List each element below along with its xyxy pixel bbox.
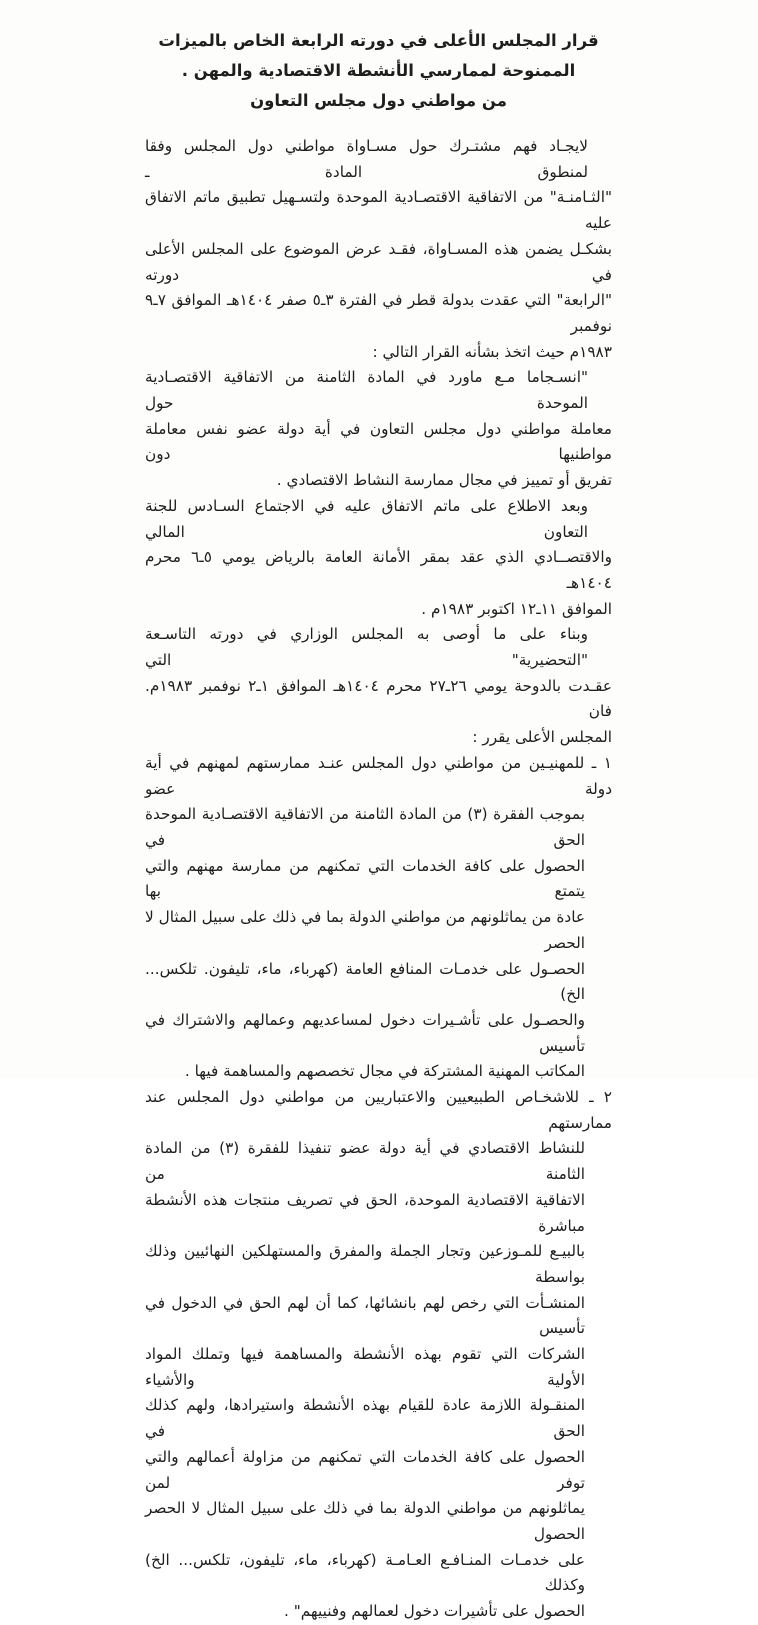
text-line: معاملة مواطني دول مجلس التعاون في أية دولة عضو نفس معاملة مواطنيها دون [145,419,612,464]
title-line-3: من مواطني دول مجلس التعاون [250,91,507,110]
text-line: الشركات التي تقوم بهذه الأنشطة والمساهمة فيها وتملك المواد الأولية والأشياء [145,1345,585,1389]
text-line: وبناء على ما أوصى به المجلس الوزاري في دورته التاسـعة "التحضيرية" التي [145,625,588,670]
text-line: يماثلونهم من مواطني الدولة بما في ذلك على سبيل المثال لا الحصر الحصول [145,1499,585,1543]
text-line: المكاتب المهنية المشتركة في مجال تخصصهم والمساهمة فيها . [184,1062,585,1081]
text-line: ١٩٨٣م حيث اتخذ بشأنه القرار التالي : [372,342,612,361]
document-body [145,134,612,1625]
text-line: تفريق أو تمييز في مجال ممارسة النشاط الاقتصادي . [276,471,612,490]
text-line: على خدمـات المنـافـع العـامـة (كهرباء، ماء، تليفون، تلكس... الخ) وكذلك [145,1550,585,1595]
text-line: الحصول على كافة الخدمات التي تمكنهم من ممارسة مهنهم والتي يتمتع بها [145,856,585,901]
paragraph [145,134,612,365]
text-line: وبعد الاطلاع على ماتم الاتفاق عليه في الاجتماع السـادس للجنة التعاون المالي [145,496,588,541]
text-line: الاتفاقية الاقتصادية الموحدة، الحق في تصريف منتجات هذه الأنشطة مباشرة [145,1190,585,1235]
text-line: عقـدت بالدوحة يومي ٢٦ـ٢٧ محرم ١٤٠٤هـ الموافق ١ـ٢ نوفمبر ١٩٨٣م. فان [145,676,612,721]
text-line: المجلس الأعلى يقرر : [472,728,612,747]
text-line: "الرابعة" التي عقدت بدولة قطر في الفترة ٣ـ٥ صفر ١٤٠٤هـ الموافق ٧ـ٩ نوفمبر [145,291,612,335]
text-line: لايجـاد فهم مشتـرك حول مسـاواة مواطني دول المجلس وفقا لمنطوق المادة ـ [145,137,588,181]
paragraph [145,365,612,494]
text-line: "انسـجاما مـع ماورد في المادة الثامنة من الاتفاقية الاقتصـادية الموحدة حول [145,368,588,413]
text-line: ٢ ـ للاشخـاص الطبيعيين والاعتباريين من مواطني دول المجلس عند ممارستهم [145,1088,612,1132]
text-line: الحصول على تأشيرات دخول لعمالهم وفنييهم" . [283,1602,585,1621]
title-line-1: قرار المجلس الأعلى في دورته الرابعة الخاص بالميزات [158,31,599,50]
text-line: والاقتصــادي الذي عقد بمقر الأمانة العامة بالرياض يومي ٥ـ٦ محرم ١٤٠٤هـ [145,548,612,592]
text-line: والحصـول على تأشـيرات دخول لمساعديهم وعمالهم والاشتراك في تأسيس [145,1010,585,1055]
text-line: "الثـامنـة" من الاتفاقية الاقتصـادية الموحدة ولتسـهيل تطبيق ماتم الاتفاق عليه [145,188,612,233]
document-content [145,26,612,1625]
text-line: بموجب الفقرة (٣) من المادة الثامنة من الاتفاقية الاقتصـادية الموحدة الحق في [145,805,586,849]
numbered-item [145,751,612,1085]
paragraph [145,622,612,751]
text-line: الموافق ١١ـ١٢ اكتوبر ١٩٨٣م . [421,599,612,618]
document-title [145,26,612,116]
paragraph [145,494,612,623]
text-line: عادة من يماثلونهم من مواطني الدولة بما في ذلك على سبيل المثال لا الحصر [145,908,585,952]
text-line: للنشاط الاقتصادي في أية دولة عضو تنفيذا للفقرة (٣) من المادة الثامنة من [145,1139,585,1184]
text-line: بشكـل يضمن هذه المسـاواة، فقـد عرض الموضوع على المجلس الأعلى في دورته [145,239,612,284]
text-line: الحصول على كافة الخدمات التي تمكنهم من مزاولة أعمالهم والتي توفر لمن [145,1447,585,1492]
text-line: المنشـأت التي رخص لهم بانشائها، كما أن لهم الحق في الدخول في تأسيس [145,1293,585,1338]
title-line-2: الممنوحة لممارسي الأنشطة الاقتصادية والمهن . [181,61,576,80]
text-line: ١ ـ للمهنيـين من مواطني دول المجلس عنـد ممارستهم لمهنهم في أية دولة عضو [145,753,612,798]
numbered-item [145,1085,612,1625]
text-line: الحصـول على خدمـات المنافع العامة (كهرباء، ماء، تليفون. تلكس... الخ) [145,959,585,1004]
text-line: بالبيـع للمـوزعين وتجار الجملة والمفرق والمستهلكين النهائيين وذلك بواسطة [145,1242,585,1286]
text-line: المنقـولة اللازمة عادة للقيام بهذه الأنشطة واستيرادها، ولهم كذلك الحق في [145,1396,585,1441]
